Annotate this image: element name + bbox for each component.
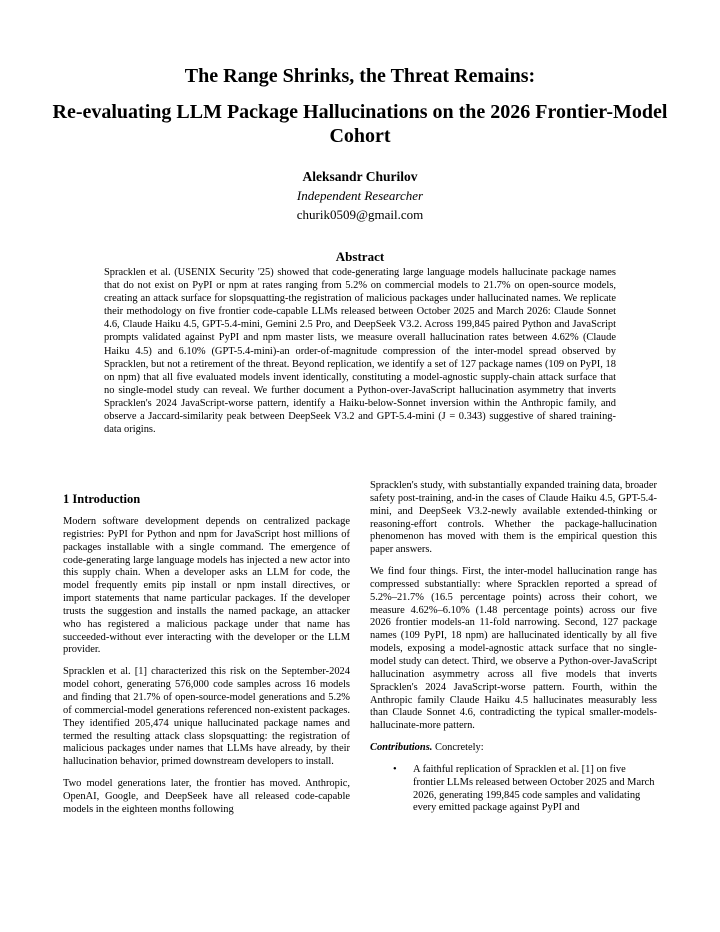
- author-email: churik0509@gmail.com: [296, 207, 424, 222]
- intro-paragraph-5: We find four things. First, the inter-model hallucination range has compressed substantially: where Spracklen reported a spread of 5.2%–21.7% (16.5 percentage points) across their cohort, we measure 4.62%–6.10% (1.48 percentage points) across our five 2026 frontier models-an 11-fold narrowing. Second, 127 package names (109 PyPI, 18 npm) are hallucinated identically by all five models, exposing a model-agnostic attack surface that no single-model study can detect. Third, we observe a Python-over-JavaScript hallucination asymmetry across all five models that inverts Spracklen's 2024 JavaScript-worse pattern. Fourth, within the Anthropic family Claude Haiku 4.5 hallucinates measurably less than Claude Sonnet 4.6, contradicting the typical smaller-models-hallucinate-more pattern.: [370, 566, 657, 732]
- intro-paragraph-3: Two model generations later, the frontier has moved. Anthropic, OpenAI, Google, and DeepSeek have all released code-capable models in the eighteen months following: [63, 778, 350, 815]
- intro-paragraph-4: Spracklen's study, with substantially expanded training data, broader safety post-training, and-in the cases of Claude Haiku 4.5, GPT-5.4-mini, and DeepSeek V3.2-newly available extended-thinking or reasoning-effort controls. Whether the package-hallucination phenomenon has moved with them is the empirical question this paper answers.: [370, 480, 657, 556]
- author-affiliation: Independent Researcher: [296, 188, 424, 203]
- left-column: [63, 491, 350, 826]
- list-item: [370, 764, 657, 815]
- paper-title-line-2: Re-evaluating LLM Package Hallucinations on the 2026 Frontier-Model Cohort: [52, 101, 668, 147]
- right-column: [370, 480, 657, 815]
- abstract-body: Spracklen et al. (USENIX Security '25) showed that code-generating large language models hallucinate package names that do not exist on PyPI or npm at rates ranging from 5.2% on commercial models to 21.7% on open-source models, creating an attack surface for slopsquatting-the registration of malicious packages under hallucinated names. We replicate their methodology on five frontier code-capable LLMs released between October 2025 and March 2026: Claude Sonnet 4.6, Claude Haiku 4.5, GPT-5.4-mini, Gemini 2.5 Pro, and DeepSeek V3.2. Across 199,845 paired Python and JavaScript prompts validated against PyPI and npm master lists, we measure overall hallucination rates between 4.62% (Claude Haiku 4.5) and 6.10% (GPT-5.4-mini)-an order-of-magnitude compression of the inter-model spread observed by Spracklen, but not a retirement of the threat. Beyond replication, we identify a set of 127 package names (109 on PyPI, 18 on npm) that all five evaluated models invent identically, constituting a model-agnostic supply-chain attack surface that no single-model study can reveal. We further document a Python-over-JavaScript hallucination asymmetry that inverts Spracklen's 2024 JavaScript-worse pattern, identify a Haiku-below-Sonnet inversion within the Anthropic family, and observe a Jaccard-similarity peak between DeepSeek V3.2 and GPT-5.4-mini (J = 0.343) suggestive of shared training-data origins.: [104, 267, 616, 436]
- contribution-text: A faithful replication of Spracklen et al. [1] on five frontier LLMs released between October 2025 and March 2026, generating 199,845 code samples and validating every emitted package against PyPI and: [413, 763, 655, 814]
- contributions-label: Contributions.: [370, 742, 433, 754]
- contributions-list: [370, 764, 657, 815]
- contributions-intro: Concretely:: [432, 742, 484, 754]
- abstract-heading: Abstract: [335, 249, 385, 264]
- intro-paragraph-2: Spracklen et al. [1] characterized this risk on the September-2024 model cohort, generating 576,000 code samples across 16 models and finding that 21.7% of open-source-model generations and 5.2% of commercial-model generations referenced non-existent packages. They identified 205,474 unique hallucinated package names and termed the resulting attack class slopsquatting: the registration of malicious packages under names that LLMs have already, by their hallucination behavior, primed downstream developers to install.: [63, 666, 350, 768]
- bullet-icon: •: [393, 763, 397, 775]
- contributions-paragraph: [370, 742, 657, 755]
- paper-title-line-1: The Range Shrinks, the Threat Remains:: [184, 65, 536, 87]
- author-block: [60, 168, 660, 224]
- intro-paragraph-1: Modern software development depends on centralized package registries: PyPI for Python and npm for JavaScript host millions of packages installable with a single command. The emergence of code-generating large language models has injected a new actor into this supply chain. When a developer asks an LLM for code, the model frequently emits pip install or npm install directives, or import statements that name particular packages. If the developer trusts the suggestion and installs the named package, an attacker who has registered a malicious package under that name has succeeded-without ever interacting with the developer or the LLM provider.: [63, 516, 350, 656]
- author-name: Aleksandr Churilov: [302, 169, 418, 184]
- section-heading-introduction: 1 Introduction: [63, 492, 141, 506]
